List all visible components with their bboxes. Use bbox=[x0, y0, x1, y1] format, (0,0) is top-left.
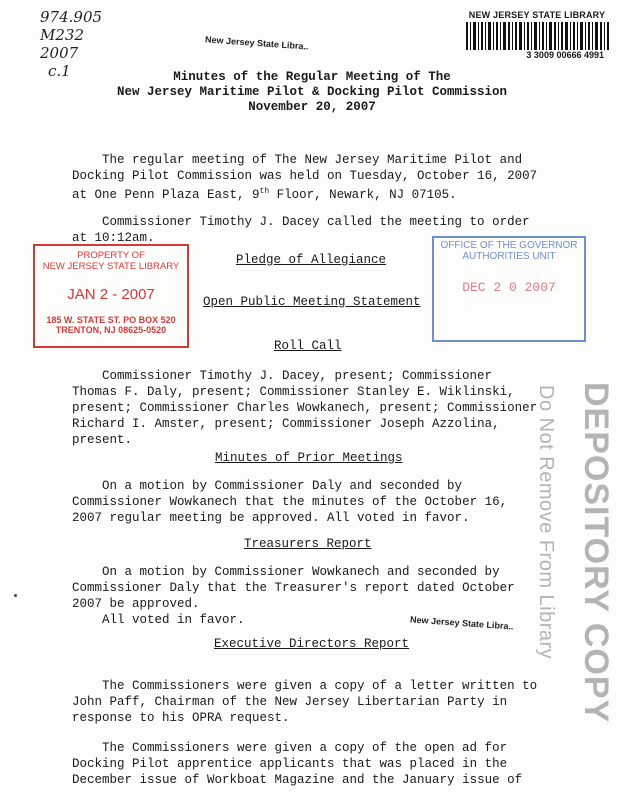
treasurers-text: On a motion by Commissioner Wowkanech and seconded by Commissioner Daly that the Treasurer's report dated October 2007 be approved. bbox=[72, 565, 515, 611]
minutes-paragraph bbox=[72, 478, 544, 526]
do-not-remove-stamp: Do Not Remove From Library bbox=[535, 385, 557, 660]
barcode-label bbox=[462, 10, 612, 60]
library-ink-stamp: New Jersey State Libra.. bbox=[204, 34, 309, 52]
property-stamp-date: JAN 2 - 2007 bbox=[67, 286, 155, 303]
exec-text-2: The Commissioners were given a copy of the open ad for Docking Pilot apprentice applicants that was placed in the December issue of Workboat Magazine and the January issue of bbox=[72, 741, 523, 787]
exec-paragraph-2 bbox=[72, 740, 544, 788]
property-stamp-library: NEW JERSEY STATE LIBRARY bbox=[42, 261, 180, 272]
barcode-number: 3 3009 00666 4991 bbox=[526, 50, 604, 60]
governor-stamp-unit: AUTHORITIES UNIT bbox=[462, 251, 556, 262]
roll-call-paragraph bbox=[72, 368, 544, 448]
title-line: November 20, 2007 bbox=[248, 100, 376, 114]
intro-text: The regular meeting of The New Jersey Maritime Pilot and Docking Pilot Commission was held on Tuesday, October 16, 2007 at One Penn Plaza East, 9 bbox=[72, 153, 538, 203]
minutes-text: On a motion by Commissioner Daly and seconded by Commissioner Wowkanech that the minutes of the October 16, 2007 regular meeting be approved. All voted in favor. bbox=[72, 479, 508, 525]
property-stamp bbox=[33, 244, 189, 348]
depository-copy-stamp: DEPOSITORY COPY bbox=[577, 382, 615, 724]
title-line: Minutes of the Regular Meeting of The bbox=[173, 70, 451, 84]
governor-stamp-date: DEC 2 0 2007 bbox=[462, 280, 556, 295]
heading-executive: Executive Directors Report bbox=[214, 637, 410, 651]
barcode-library-name: NEW JERSEY STATE LIBRARY bbox=[468, 10, 606, 20]
treasurers-vote: All voted in favor. bbox=[102, 613, 245, 627]
heading-treasurers: Treasurers Report bbox=[244, 537, 372, 551]
heading-roll-call: Roll Call bbox=[274, 339, 342, 353]
roll-call-text: Commissioner Timothy J. Dacey, present; Commissioner Thomas F. Daly, present; Commissioner Stanley E. Wiklinski, present; Commissioner Charles Wowkanech, present; Commissioner Richard I. Amster, present; Commissioner Joseph Azzolina, present. bbox=[72, 369, 538, 447]
call-to-order-text: Commissioner Timothy J. Dacey called the meeting to order at 10:12am. bbox=[72, 215, 530, 245]
intro-text-end: Floor, Newark, NJ 07105. bbox=[269, 188, 457, 203]
property-stamp-address: 185 W. STATE ST. PO BOX 520 bbox=[46, 315, 176, 325]
handwritten-line: 974.905 bbox=[40, 8, 103, 26]
intro-superscript: th bbox=[259, 187, 270, 196]
margin-dot bbox=[14, 594, 17, 597]
governor-stamp bbox=[432, 236, 586, 342]
title-line: New Jersey Maritime Pilot & Docking Pilot Commission bbox=[116, 85, 508, 99]
document-title bbox=[60, 70, 564, 115]
exec-text-1: The Commissioners were given a copy of a letter written to John Paff, Chairman of the New Jersey Libertarian Party in response to his OPRA request. bbox=[72, 679, 538, 725]
governor-stamp-line: OFFICE OF THE GOVERNOR bbox=[440, 240, 578, 251]
handwritten-line: c.1 bbox=[48, 62, 71, 80]
handwritten-line: 2007 bbox=[40, 44, 79, 62]
barcode-icon bbox=[464, 22, 610, 50]
property-stamp-city: TRENTON, NJ 08625-0520 bbox=[55, 325, 167, 335]
heading-open-meeting: Open Public Meeting Statement bbox=[203, 295, 421, 309]
heading-minutes: Minutes of Prior Meetings bbox=[215, 451, 403, 465]
heading-pledge: Pledge of Allegiance bbox=[236, 253, 387, 267]
exec-paragraph-1 bbox=[72, 678, 544, 726]
library-ink-stamp-2: New Jersey State Libra.. bbox=[409, 614, 514, 632]
treasurers-paragraph bbox=[72, 564, 544, 612]
intro-paragraph bbox=[72, 152, 542, 203]
handwritten-line: M232 bbox=[40, 26, 84, 44]
property-stamp-line: PROPERTY OF bbox=[77, 250, 145, 261]
